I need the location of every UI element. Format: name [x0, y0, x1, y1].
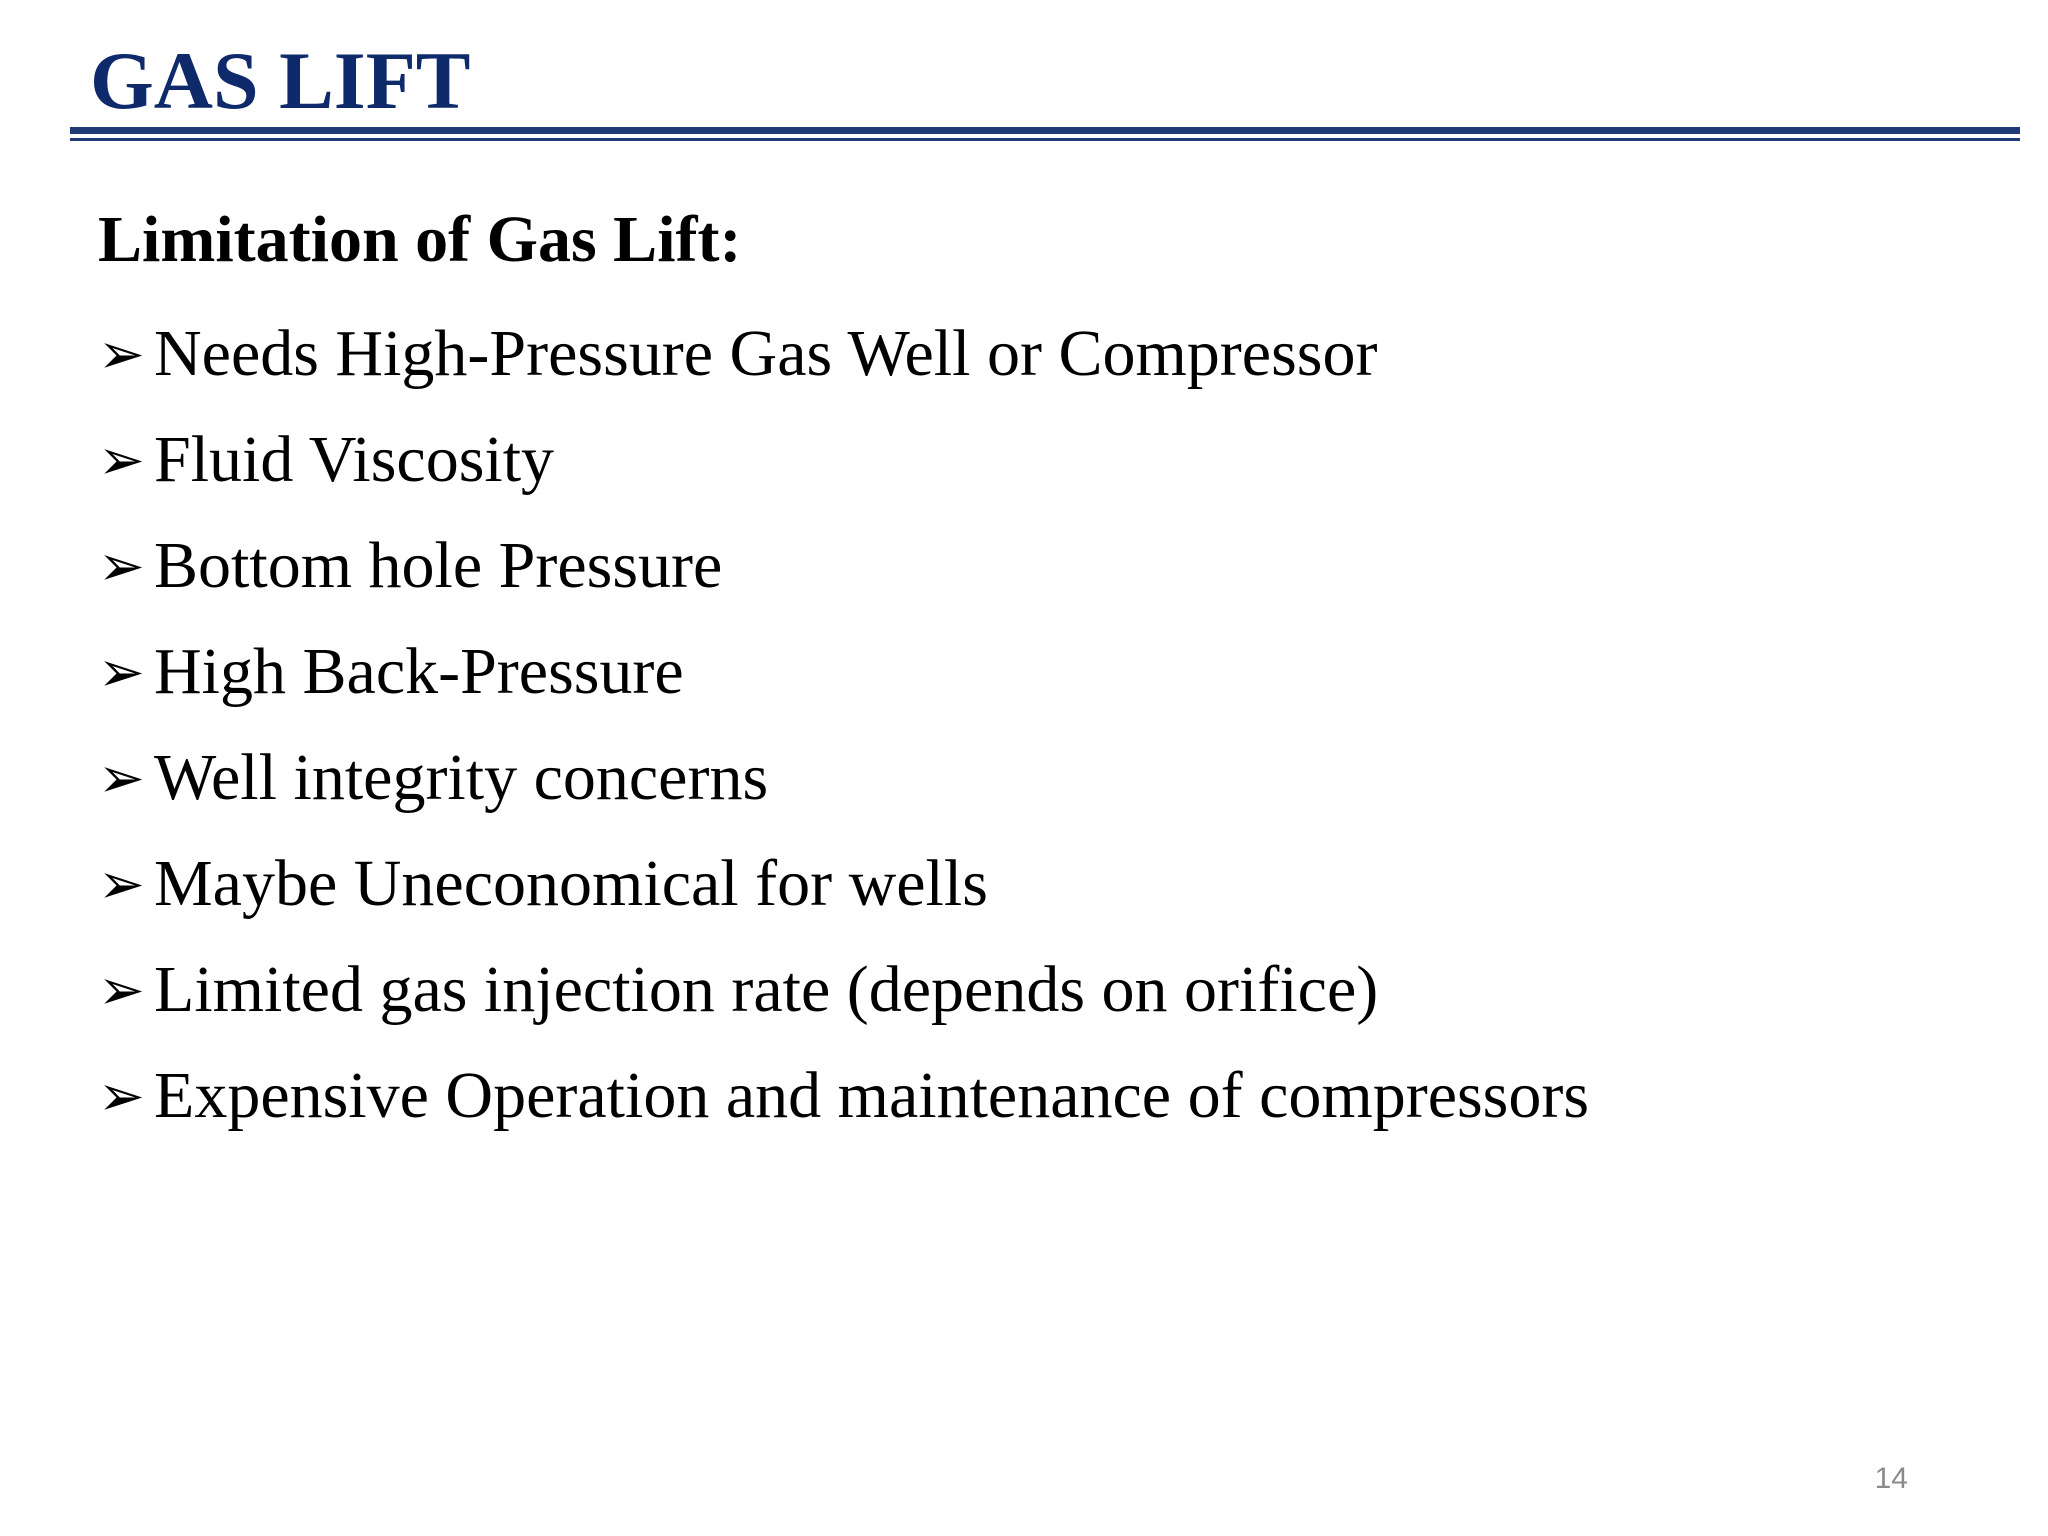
bullet-text: Fluid Viscosity: [154, 423, 555, 496]
bullet-list: [98, 302, 1978, 1150]
list-item: [98, 726, 1978, 832]
arrow-bullet-icon: ➢: [98, 534, 145, 599]
bullet-text: Bottom hole Pressure: [154, 529, 723, 602]
arrow-bullet-icon: ➢: [98, 322, 145, 387]
page-number: 14: [1874, 1462, 1908, 1495]
title-underline-thin: [70, 138, 2020, 141]
list-item: [98, 832, 1978, 938]
list-item: [98, 620, 1978, 726]
slide-title: GAS LIFT: [90, 35, 471, 126]
list-item: [98, 302, 1978, 408]
list-item: [98, 514, 1978, 620]
bullet-text: High Back-Pressure: [154, 635, 684, 708]
bullet-text: Needs High-Pressure Gas Well or Compressor: [154, 317, 1378, 390]
arrow-bullet-icon: ➢: [98, 746, 145, 811]
arrow-bullet-icon: ➢: [98, 1064, 145, 1129]
bullet-text: Well integrity concerns: [154, 741, 769, 814]
arrow-bullet-icon: ➢: [98, 428, 145, 493]
bullet-text: Limited gas injection rate (depends on orifice): [154, 953, 1379, 1026]
list-item: [98, 1044, 1978, 1150]
arrow-bullet-icon: ➢: [98, 958, 145, 1023]
arrow-bullet-icon: ➢: [98, 852, 145, 917]
bullet-text: Expensive Operation and maintenance of compressors: [154, 1059, 1590, 1132]
list-item: [98, 938, 1978, 1044]
slide-content: [98, 200, 1978, 1150]
list-item: [98, 408, 1978, 514]
bullet-text: Maybe Uneconomical for wells: [154, 847, 988, 920]
title-underline-thick: [70, 127, 2020, 134]
arrow-bullet-icon: ➢: [98, 640, 145, 705]
section-heading: Limitation of Gas Lift:: [98, 203, 742, 276]
